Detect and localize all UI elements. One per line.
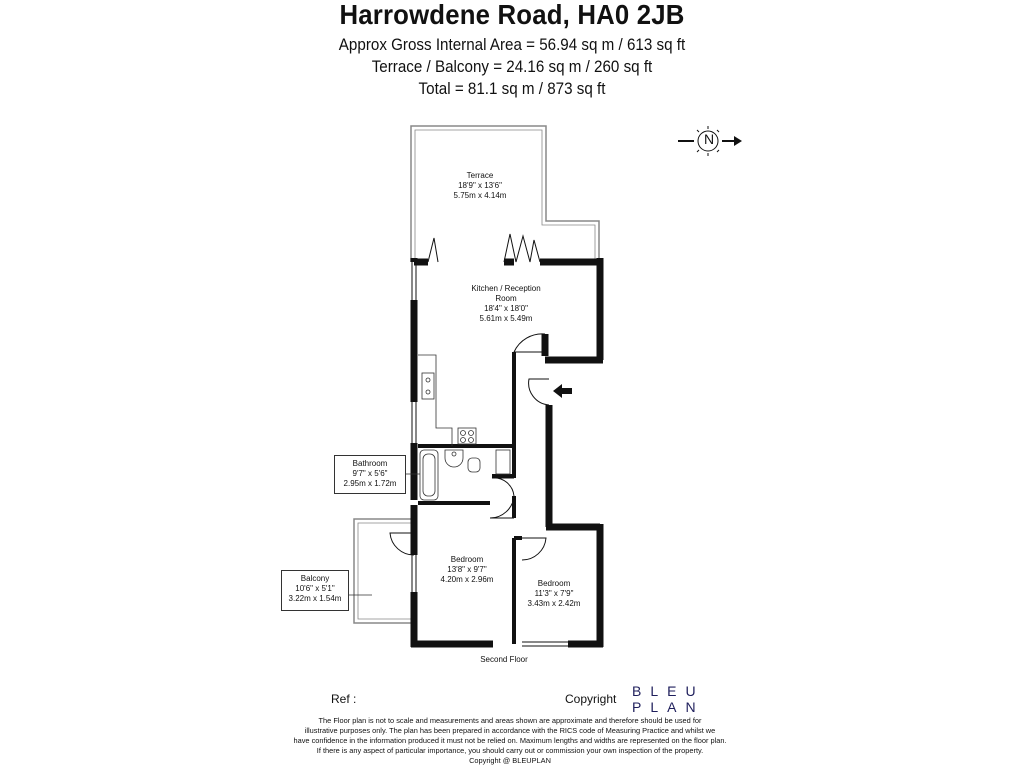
- disclaimer-line4: If there is any aspect of particular importance, you should carry out or commission your own inspection of the property.: [316, 746, 704, 755]
- copyright-label: Copyright: [565, 692, 617, 706]
- bathroom-label: [334, 455, 406, 494]
- disclaimer-line1: The Floor plan is not to scale and measurements and areas shown are approximate and therefore should be used for: [318, 716, 702, 725]
- terrace-name: Terrace: [466, 171, 494, 180]
- gross-area-text: Approx Gross Internal Area = 56.94 sq m / 613 sq ft: [338, 36, 686, 54]
- terrace-area-text: Terrace / Balcony = 24.16 sq m / 260 sq ft: [371, 58, 653, 76]
- disclaimer-line3: have confidence in the information produced it must not be relied on. Maximum lengths and widths are represented on the floor plan.: [293, 736, 727, 745]
- compass-north-label: N: [703, 131, 715, 147]
- kitchen-metric: 5.61m x 5.49m: [479, 314, 533, 323]
- bedroom2-imperial: 11'3" x 7'9": [534, 589, 574, 598]
- bedroom1-name: Bedroom: [450, 555, 484, 564]
- brand-line2: PLAN: [632, 699, 705, 715]
- bedroom2-label: [504, 579, 604, 609]
- total-area-text: Total = 81.1 sq m / 873 sq ft: [418, 80, 606, 98]
- entrance-arrow-icon: [553, 384, 572, 398]
- balcony-imperial: 10'6" x 5'1": [295, 584, 335, 593]
- brand-logo: [632, 683, 705, 715]
- bedroom1-imperial: 13'8" x 9'7": [447, 565, 487, 574]
- kitchen-label: [446, 284, 566, 324]
- kitchen-units: [418, 355, 476, 446]
- copyright-line: Copyright @ BLEUPLAN: [469, 756, 551, 765]
- kitchen-imperial: 18'4" x 18'0": [484, 304, 528, 313]
- bedroom2-metric: 3.43m x 2.42m: [527, 599, 581, 608]
- disclaimer-line2: illustrative purposes only. The plan has been prepared in accordance with the RICS code of Measuring Practice and whilst we: [304, 726, 716, 735]
- balcony-name: Balcony: [300, 574, 330, 583]
- floor-label: Second Floor: [480, 655, 528, 664]
- property-title: Harrowdene Road, HA0 2JB: [339, 0, 685, 30]
- bathroom-name: Bathroom: [352, 459, 388, 468]
- kitchen-name-line2: Room: [495, 294, 517, 303]
- terrace-imperial: 18'9" x 13'6": [458, 181, 502, 190]
- bedroom1-label: [417, 555, 517, 585]
- bathroom-imperial: 9'7" x 5'6": [352, 469, 388, 478]
- disclaimer: [250, 716, 770, 766]
- ref-label: Ref :: [331, 692, 357, 706]
- brand-line1: BLEU: [632, 683, 705, 699]
- kitchen-name-line1: Kitchen / Reception: [471, 284, 541, 293]
- terrace-label: [430, 171, 530, 201]
- terrace-metric: 5.75m x 4.14m: [453, 191, 507, 200]
- bedroom2-name: Bedroom: [537, 579, 571, 588]
- balcony-label: [281, 570, 349, 611]
- balcony-metric: 3.22m x 1.54m: [288, 594, 342, 603]
- bathroom-metric: 2.95m x 1.72m: [343, 479, 397, 488]
- bedroom1-metric: 4.20m x 2.96m: [440, 575, 494, 584]
- balcony-outline: [354, 519, 411, 623]
